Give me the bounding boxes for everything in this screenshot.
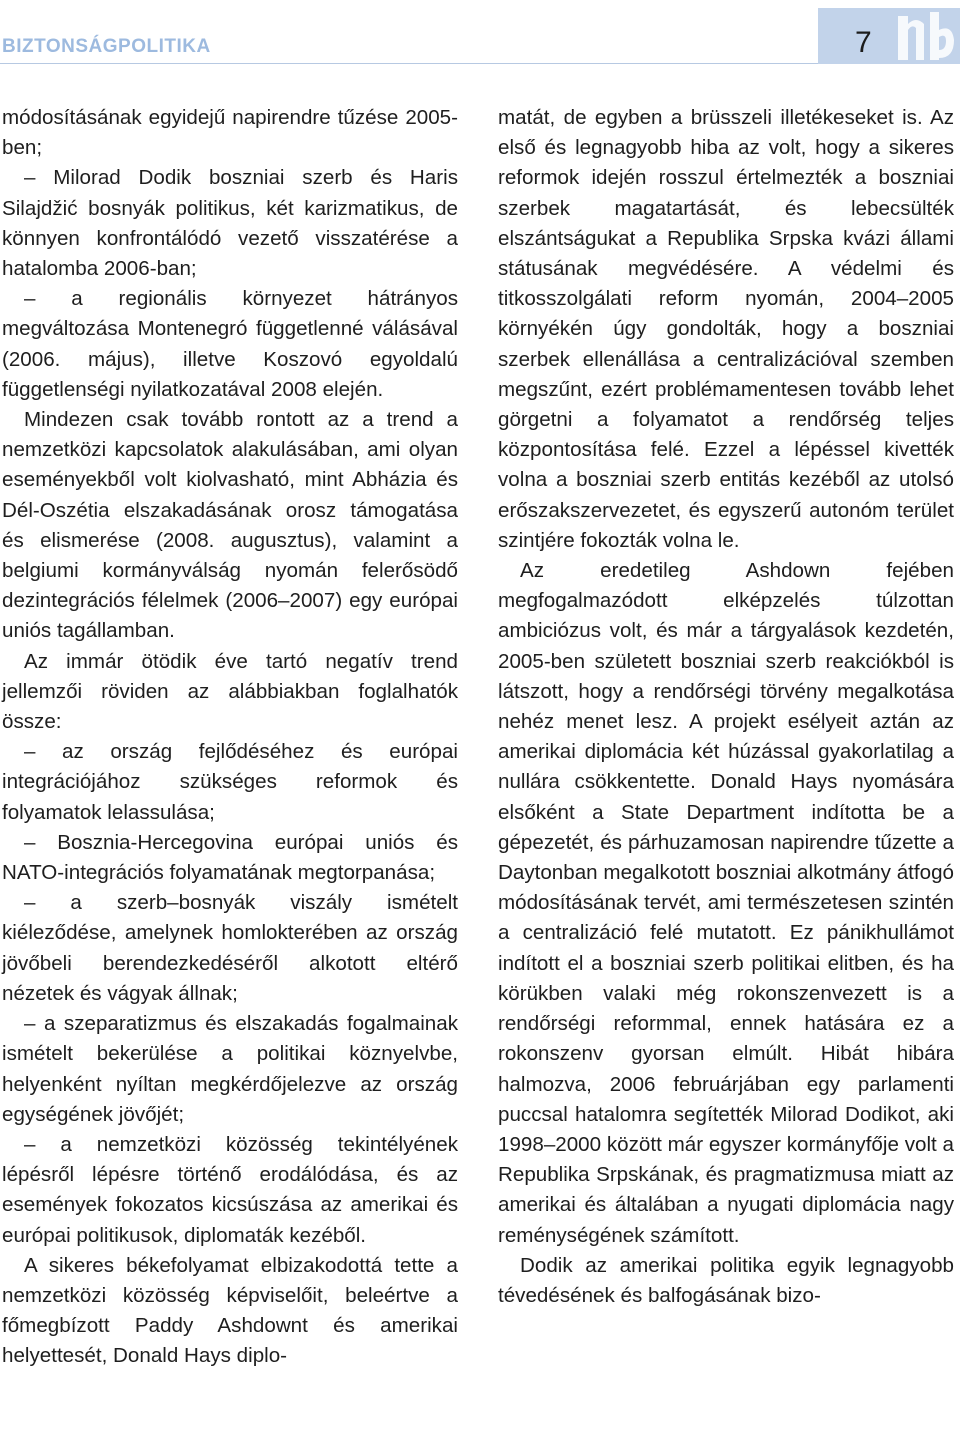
header-rule — [0, 63, 820, 64]
paragraph: Az eredetileg Ashdown fejében megfogalmazódott elképzelés túlzottan ambiciózus volt, és már a tárgyalások kezdetén, 2005-ben született boszniai szerb reakciókból is látszott, hogy a rendőrségi törvény megalkotása nehéz menet lesz. A projekt esélyeit aztán az amerikai diplomácia két húzással gyakorlatilag a nullára csökkentette. Donald Hays nyomására elsőként a State Department indította be a gépezetét, és párhuzamosan napirendre tűzette a Daytonban megalkotott boszniai alkotmány átfogó módosításának tervét, ami természetesen szintén a centralizáció felé mutatott. Ez pánikhullámot indított el a boszniai szerb politikai elitben, és ha körükben valaki még rokonszenvezett is a rendőrségi reformmal, ennek hatására ez a rokonszenv gyorsan elmúlt. Hibát hibára halmozva, 2006 februárjában egy parlamenti puccsal hatalomra segítették Milorad Dodikot, aki 1998–2000 között már egyszer kormányfője volt a Republika Srpskának, és pragmatizmusa miatt az amerikai és általában a nyugati diplomácia nagy reménységének számított. — [498, 559, 954, 1247]
nb-logo-icon — [898, 10, 956, 62]
paragraph: A sikeres békefolyamat elbizakodottá tette a nemzetközi közösség képviselőit, beleértve a főmegbízott Paddy Ashdownt és amerikai helyettesét, Donald Hays diplo- — [2, 1253, 458, 1368]
list-item: – a szeparatizmus és elszakadás fogalmainak ismételt bekerülése a politikai köznyelvbe, helyenként nyíltan megkérdőjelezve az ország egységének jövőjét; — [2, 1012, 458, 1126]
right-column — [498, 103, 954, 1311]
list-item: – a nemzetközi közösség tekintélyének lépésről lépésre történő erodálódása, és az események fokozatos kicsúszása az amerikai és európai politikusok, diplomaták kezéből. — [2, 1132, 458, 1247]
paragraph: matát, de egyben a brüsszeli illetékeseket is. Az első és legnagyobb hiba az volt, hogy a sikeres reformok idején rosszul értelmezték a boszniai szerbek magatartását, és lebecsülték elszántságukat a Republika Srpska kvázi állami státusának megvédésére. A védelmi és titkosszolgálati reform nyomán, 2004–2005 környékén úgy gondolták, hogy a boszniai szerbek ellenállása a centralizációval szemben megszűnt, ezért problémamentesen tovább lehet görgetni a folyamatot a rendőrség teljes központosítása felé. Ezzel a lépéssel kivették volna a boszniai szerb entitás kezéből az utolsó erőszakszervezetet, és egyszerű autonóm terület szintjére fokozták volna le. — [498, 106, 954, 552]
list-item: – a szerb–bosnyák viszály ismételt kiéleződése, amelynek homlokterében az ország jövőbeli berendezkedéséről alkotott eltérő nézetek és vágyak állnak; — [2, 891, 458, 1005]
page-header — [0, 0, 960, 64]
list-item: – Bosznia-Hercegovina európai uniós és NATO-integrációs folyamatának megtorpanása; — [2, 830, 458, 885]
list-item: – Milorad Dodik boszniai szerb és Haris Silajdžić bosnyák politikus, két karizmatikus, de könnyen konfrontálódó vezető visszatérése a hatalomba 2006-ban; — [2, 166, 458, 281]
paragraph: Mindezen csak tovább rontott az a trend a nemzetközi kapcsolatok alakulásában, ami olyan eseményekből volt kiolvasható, mint Abházia és Dél-Oszétia elszakadásának orosz támogatása és elismerése (2008. augusztus), valamint a belgiumi kormányválság nyomán felerősödő dezintegrációs félelmek (2006–2007) egy európai uniós tagállamban. — [2, 408, 458, 643]
page-number: 7 — [855, 26, 872, 59]
paragraph: Az immár ötödik éve tartó negatív trend jellemzői röviden az alábbiakban foglalhatók össze: — [2, 649, 458, 734]
paragraph: Dodik az amerikai politika egyik legnagyobb tévedésének és balfogásának bizo- — [498, 1253, 954, 1307]
paragraph: módosításának egyidejű napirendre tűzése 2005-ben; — [2, 106, 458, 160]
left-column — [2, 103, 458, 1372]
section-title: BIZTONSÁGPOLITIKA — [2, 36, 211, 57]
list-item: – az ország fejlődéséhez és európai integrációjához szükséges reformok és folyamatok lelassulása; — [2, 740, 458, 824]
list-item: – a regionális környezet hátrányos megváltozása Montenegró függetlenné válásával (2006. május), illetve Koszovó egyoldalú függetlenségi nyilatkozatával 2008 elején. — [2, 287, 458, 401]
